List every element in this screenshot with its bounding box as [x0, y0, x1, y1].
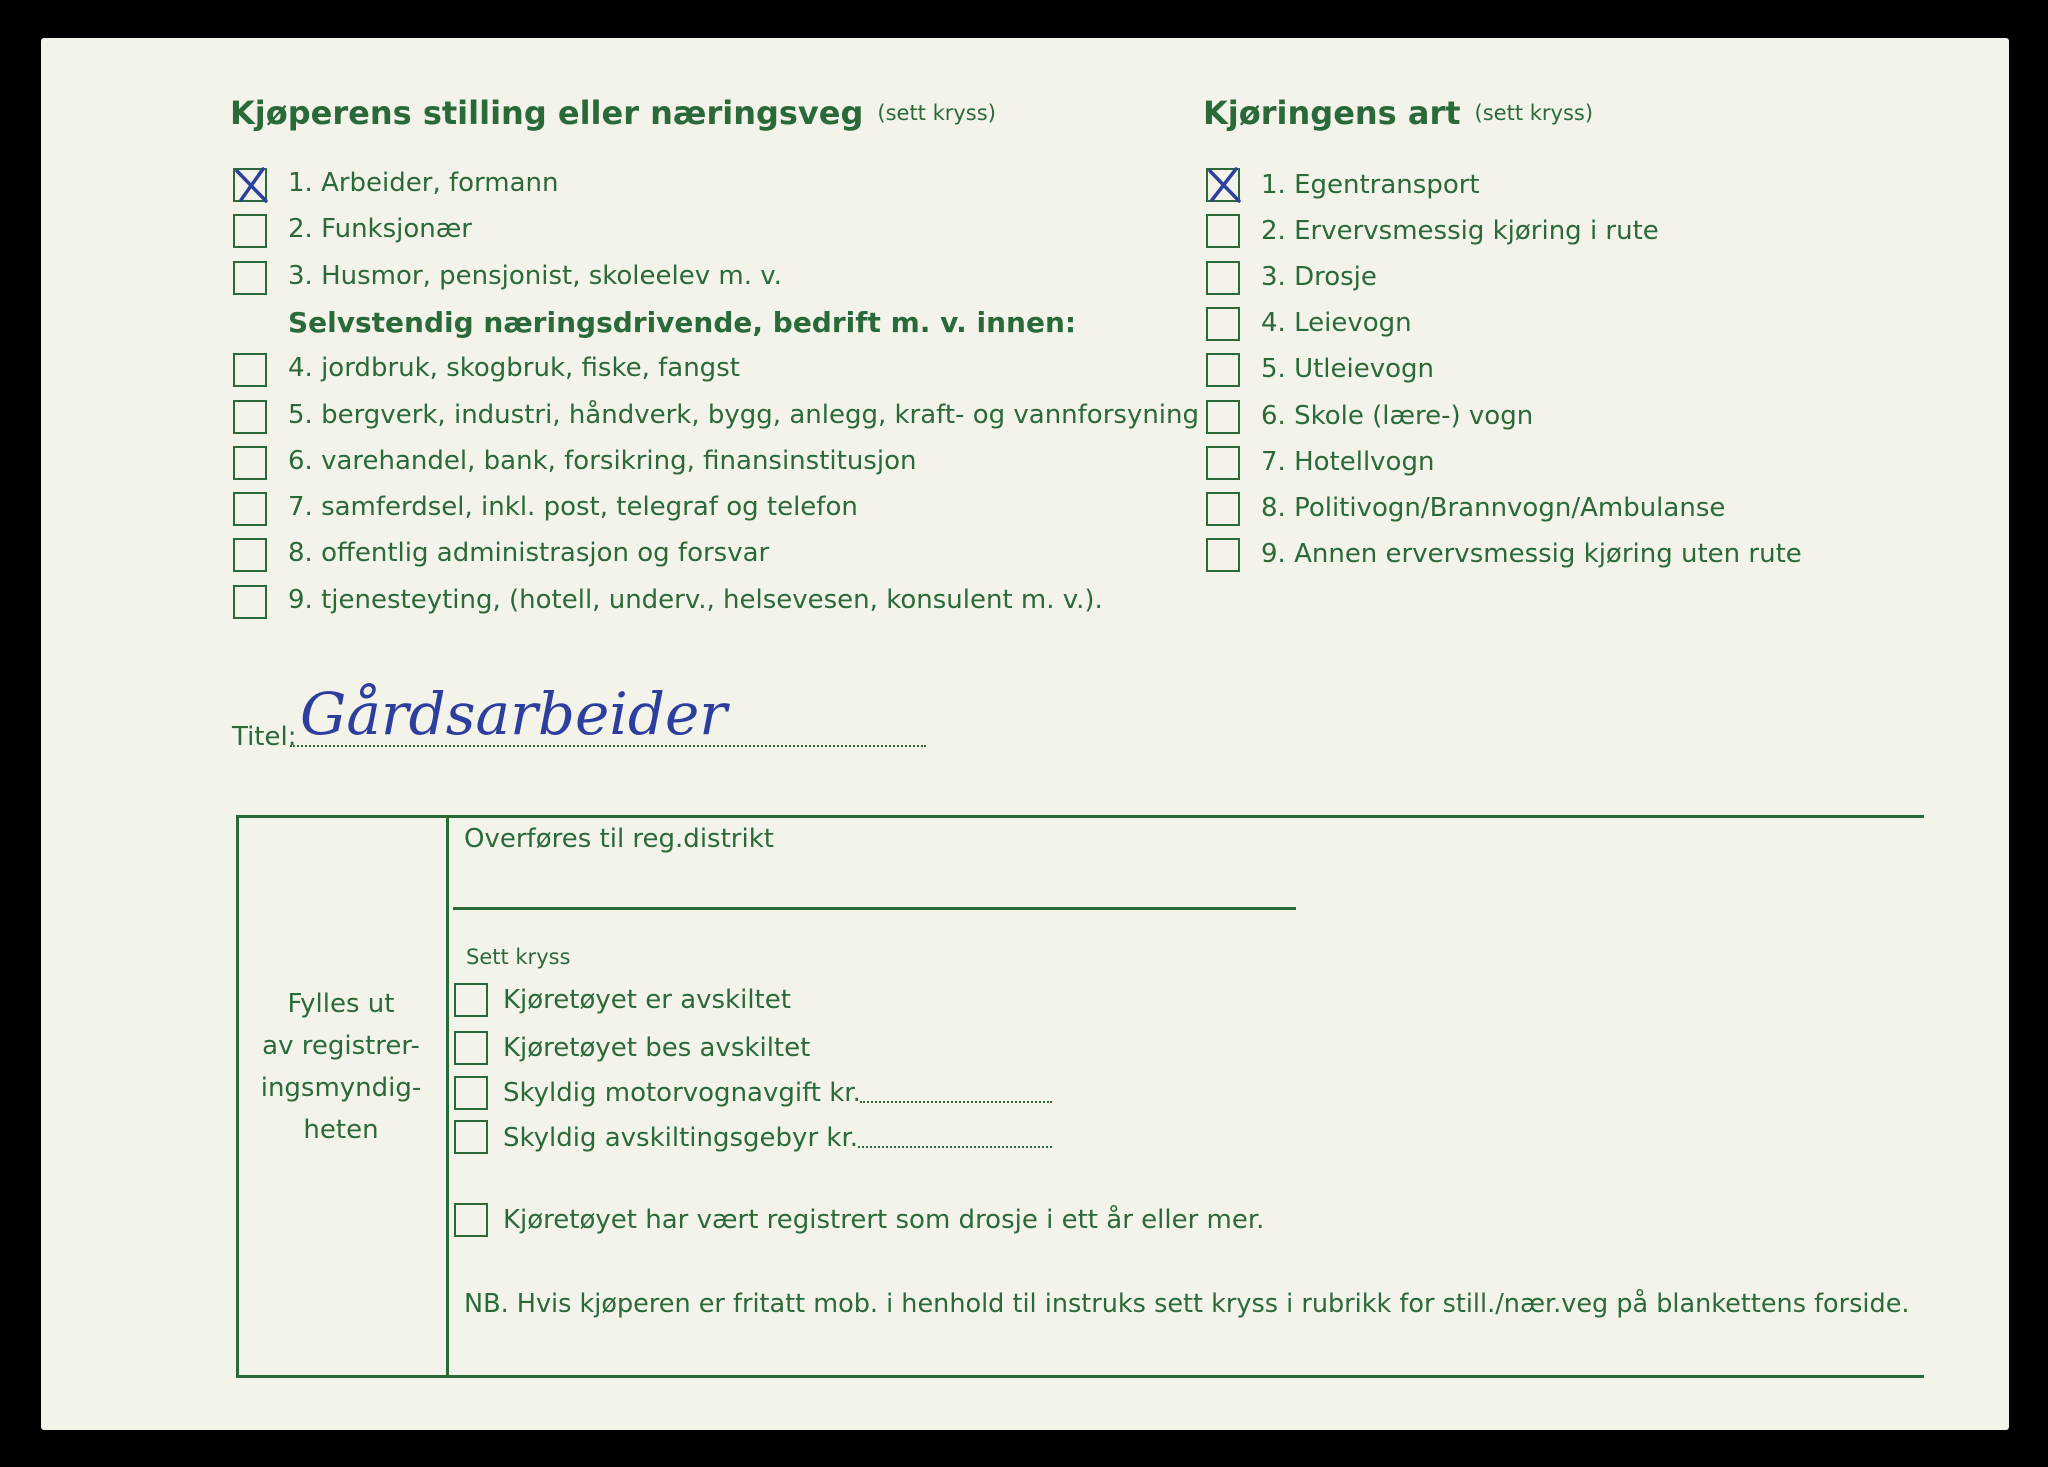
checkbox-driving-6[interactable] [1206, 400, 1240, 434]
bes-avskiltet-label: Kjøretøyet bes avskiltet [503, 1033, 811, 1063]
occupation-7-label: 7. samferdsel, inkl. post, telegraf og telefon [288, 492, 858, 522]
authority-box-divider [446, 815, 449, 1378]
driving-5-label: 5. Utleievogn [1261, 354, 1435, 384]
driving-6-label: 6. Skole (lære-) vogn [1261, 401, 1534, 431]
driving-9-label: 9. Annen ervervsmessig kjøring uten rute [1261, 539, 1802, 569]
checkbox-occupation-9[interactable] [233, 585, 267, 619]
driving-type-note: (sett kryss) [1474, 101, 1594, 125]
title-field-value[interactable]: Gårdsarbeider [300, 680, 728, 748]
checkbox-occupation-6[interactable] [233, 446, 267, 480]
checkbox-bes-avskiltet[interactable] [454, 1031, 488, 1065]
driving-1-label: 1. Egentransport [1261, 170, 1480, 200]
checkbox-driving-8[interactable] [1206, 492, 1240, 526]
sett-kryss-label: Sett kryss [466, 945, 571, 969]
checkmark-x-icon [1206, 165, 1244, 205]
side-label-line-1: Fylles ut [287, 989, 395, 1019]
driving-4-label: 4. Leievogn [1261, 308, 1412, 338]
buyer-occupation-title: Kjøperens stilling eller næringsveg [230, 94, 864, 132]
authority-box [236, 815, 1924, 1378]
authority-box-bottom-rule [236, 1375, 1924, 1378]
occupation-1-label: 1. Arbeider, formann [288, 168, 559, 198]
side-label-line-4: heten [303, 1115, 379, 1145]
checkbox-occupation-7[interactable] [233, 492, 267, 526]
checkbox-occupation-4[interactable] [233, 353, 267, 387]
checkbox-avskiltet[interactable] [454, 983, 488, 1017]
side-label-line-3: ingsmyndig- [260, 1073, 422, 1103]
checkbox-occupation-3[interactable] [233, 261, 267, 295]
nb-note: NB. Hvis kjøperen er fritatt mob. i henhold til instruks sett kryss i rubrikk for still./nær.veg på blankettens forside. [464, 1289, 1910, 1319]
checkbox-motorvognavgift[interactable] [454, 1076, 488, 1110]
buyer-occupation-note: (sett kryss) [877, 101, 996, 125]
side-label-line-2: av registrer- [262, 1031, 420, 1061]
checkbox-driving-9[interactable] [1206, 538, 1240, 572]
checkbox-driving-4[interactable] [1206, 307, 1240, 341]
transfer-district-line[interactable] [453, 907, 1296, 910]
checkbox-driving-2[interactable] [1206, 214, 1240, 248]
driving-type-title: Kjøringens art [1203, 94, 1461, 132]
occupation-4-label: 4. jordbruk, skogbruk, fiske, fangst [288, 353, 740, 383]
checkbox-occupation-5[interactable] [233, 400, 267, 434]
transfer-district-label: Overføres til reg.distrikt [464, 824, 774, 854]
occupation-9-label: 9. tjenesteyting, (hotell, underv., helsevesen, konsulent m. v.). [288, 585, 1103, 615]
occupation-3-label: 3. Husmor, pensjonist, skoleelev m. v. [288, 261, 782, 291]
motorvognavgift-label: Skyldig motorvognavgift kr. [503, 1078, 861, 1108]
checkbox-driving-7[interactable] [1206, 446, 1240, 480]
driving-3-label: 3. Drosje [1261, 262, 1377, 292]
driving-8-label: 8. Politivogn/Brannvogn/Ambulanse [1261, 493, 1726, 523]
avskiltingsgebyr-amount-line[interactable] [858, 1146, 1052, 1148]
checkbox-drosje-registered[interactable] [454, 1203, 488, 1237]
occupation-5-label: 5. bergverk, industri, håndverk, bygg, anlegg, kraft- og vannforsyning [288, 400, 1200, 430]
occupation-8-label: 8. offentlig administrasjon og forsvar [288, 538, 770, 568]
title-field-label: Titel: [232, 722, 297, 752]
driving-7-label: 7. Hotellvogn [1261, 447, 1435, 477]
checkbox-occupation-8[interactable] [233, 538, 267, 572]
authority-box-top-rule [236, 815, 1924, 818]
checkmark-x-icon [233, 165, 271, 205]
checkbox-occupation-1[interactable] [233, 168, 267, 202]
occupation-6-label: 6. varehandel, bank, forsikring, finansinstitusjon [288, 446, 917, 476]
checkbox-driving-5[interactable] [1206, 353, 1240, 387]
occupation-2-label: 2. Funksjonær [288, 214, 472, 244]
checkbox-occupation-2[interactable] [233, 214, 267, 248]
avskiltet-label: Kjøretøyet er avskiltet [503, 985, 791, 1015]
avskiltingsgebyr-label: Skyldig avskiltingsgebyr kr. [503, 1123, 859, 1153]
checkbox-avskiltingsgebyr[interactable] [454, 1120, 488, 1154]
motorvognavgift-amount-line[interactable] [860, 1101, 1052, 1103]
drosje-registered-label: Kjøretøyet har vært registrert som drosje i ett år eller mer. [503, 1205, 1265, 1235]
driving-type-heading [1203, 94, 1593, 132]
authority-side-label [236, 983, 446, 1151]
buyer-occupation-heading [230, 94, 996, 132]
self-employed-subheading: Selvstendig næringsdrivende, bedrift m. v. innen: [288, 306, 1077, 339]
checkbox-driving-3[interactable] [1206, 261, 1240, 295]
checkbox-driving-1[interactable] [1206, 168, 1240, 202]
driving-2-label: 2. Ervervsmessig kjøring i rute [1261, 216, 1659, 246]
